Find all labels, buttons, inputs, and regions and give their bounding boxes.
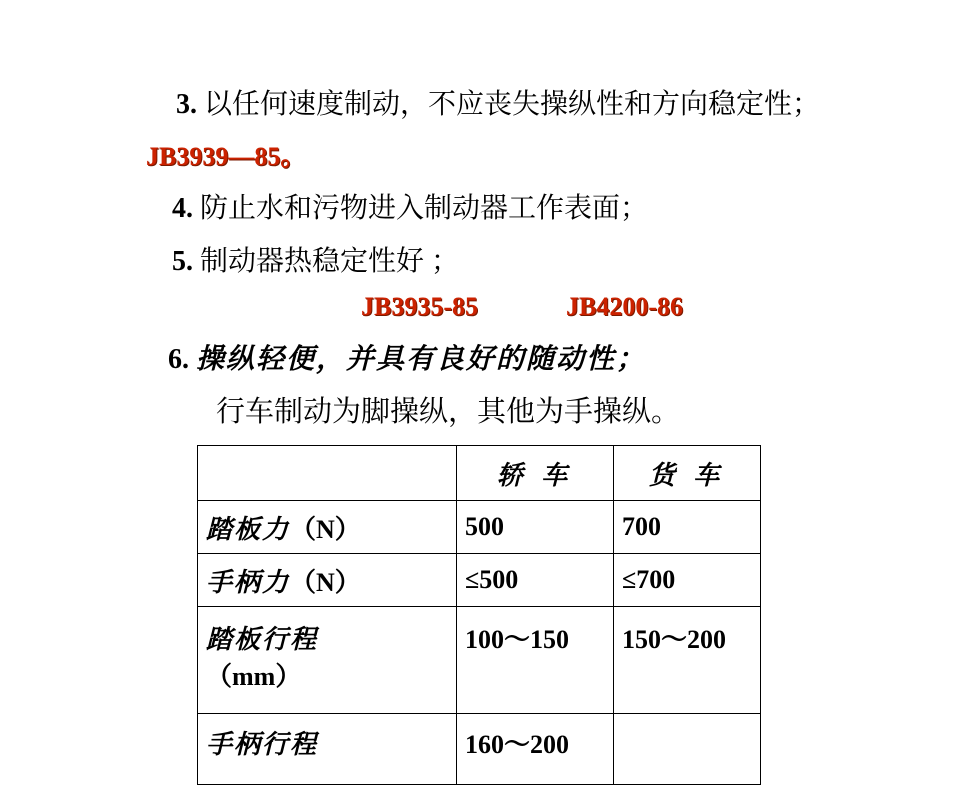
brake-spec-table: [197, 445, 761, 785]
truck-value: 700: [614, 501, 761, 554]
item-4-number: 4.: [172, 193, 193, 224]
truck-value: [614, 714, 761, 785]
row-label: [198, 501, 457, 554]
row-label: [198, 554, 457, 607]
item-3-number: 3.: [176, 89, 197, 120]
item-5: [172, 245, 459, 279]
table-row: [198, 554, 761, 607]
car-value: 500: [457, 501, 614, 554]
item-6-note: 行车制动为脚操纵，其他为手操纵。: [216, 396, 681, 428]
item-4-text: 防止水和污物进入制动器工作表面；: [200, 193, 649, 224]
row-label-cn: 手柄行程: [206, 730, 319, 759]
standard-ref-jb3935: JB3935-85: [361, 292, 478, 321]
truck-value: 150～200: [614, 607, 761, 714]
standard-ref-jb4200: JB4200-86: [566, 292, 683, 321]
row-label-unit: （N）: [290, 514, 361, 544]
row-label-unit: （N）: [290, 567, 361, 597]
row-label-unit: （mm）: [206, 662, 302, 691]
item-6: [168, 343, 646, 377]
truck-value: ≤700: [614, 554, 761, 607]
item-3-text: 以任何速度制动，不应丧失操纵性和方向稳定性；: [204, 89, 821, 120]
car-value: 100～150: [457, 607, 614, 714]
row-label-cn: 踏板力: [206, 514, 291, 544]
item-5-number: 5.: [172, 246, 193, 277]
row-label: [198, 607, 457, 714]
standard-ref-jb3939: JB3939—85。: [146, 142, 307, 171]
item-3: [176, 88, 820, 122]
row-label-cn: 踏板行程: [206, 625, 319, 654]
row-label-cn: 手柄力: [206, 567, 291, 597]
table-row: [198, 607, 761, 714]
item-5-text: 制动器热稳定性好 ；: [200, 246, 460, 277]
item-6-text: 操纵轻便，并具有良好的随动性；: [196, 344, 647, 375]
item-6-number: 6.: [168, 344, 189, 375]
car-value: ≤500: [457, 554, 614, 607]
table-row: [198, 714, 761, 785]
table-header-car: 轿 车: [457, 446, 614, 501]
table-row: [198, 501, 761, 554]
table-header-blank: [198, 446, 457, 501]
row-label: [198, 714, 457, 785]
car-value: 160～200: [457, 714, 614, 785]
table-header-row: [198, 446, 761, 501]
item-4: [172, 192, 648, 226]
table-header-truck: 货 车: [614, 446, 761, 501]
